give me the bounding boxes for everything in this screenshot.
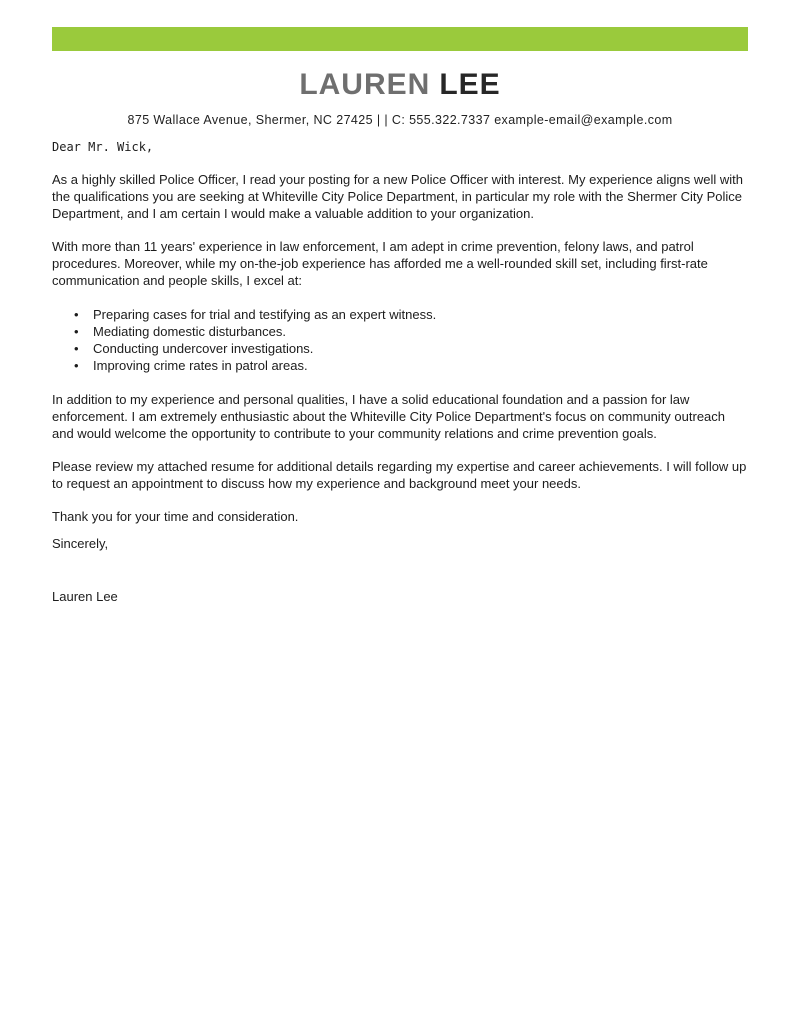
paragraph-thanks: Thank you for your time and consideration. [52, 509, 299, 524]
paragraph-intro: As a highly skilled Police Officer, I read your posting for a new Police Officer with interest. My experience aligns well with the qualifications you are seeking at Whiteville City Police Department, in particular my role with the Shermer City Police Department, and I am certain I would make a valuable addition to your organization. [52, 172, 743, 221]
bullet-icon: • [74, 324, 79, 339]
list-item [52, 323, 748, 340]
first-name: LAUREN [299, 68, 431, 101]
list-item [52, 340, 748, 357]
valediction: Sincerely, [52, 536, 109, 551]
paragraph-experience: With more than 11 years' experience in law enforcement, I am adept in crime prevention, felony laws, and patrol procedures. Moreover, while my on-the-job experience has afforded me a well-rounded skill set, including first-rate communication and people skills, I excel at: [52, 239, 708, 288]
bullet-text: Conducting undercover investigations. [93, 341, 314, 356]
skills-list [52, 306, 748, 374]
signature-name: Lauren Lee [52, 589, 118, 604]
header-accent-bar [52, 27, 748, 51]
last-name: LEE [439, 68, 501, 101]
bullet-icon: • [74, 307, 79, 322]
bullet-text: Improving crime rates in patrol areas. [93, 358, 308, 373]
paragraph-followup: Please review my attached resume for additional details regarding my expertise and career achievements. I will follow up to request an appointment to discuss how my experience and background meet your needs. [52, 459, 747, 491]
letter-body [52, 139, 748, 605]
page-title [0, 68, 800, 102]
list-item [52, 357, 748, 374]
bullet-icon: • [74, 341, 79, 356]
list-item [52, 306, 748, 323]
paragraph-education: In addition to my experience and personal qualities, I have a solid educational foundation and a passion for law enforcement. I am extremely enthusiastic about the Whiteville City Police Department's focus on community outreach and would welcome the opportunity to contribute to your community relations and crime prevention goals. [52, 392, 726, 441]
bullet-text: Mediating domestic disturbances. [93, 324, 286, 339]
salutation: Dear Mr. Wick, [52, 140, 154, 154]
contact-line: 875 Wallace Avenue, Shermer, NC 27425 | | C: 555.322.7337 example-email@example.com [127, 113, 673, 127]
bullet-icon: • [74, 358, 79, 373]
bullet-text: Preparing cases for trial and testifying as an expert witness. [93, 307, 437, 322]
